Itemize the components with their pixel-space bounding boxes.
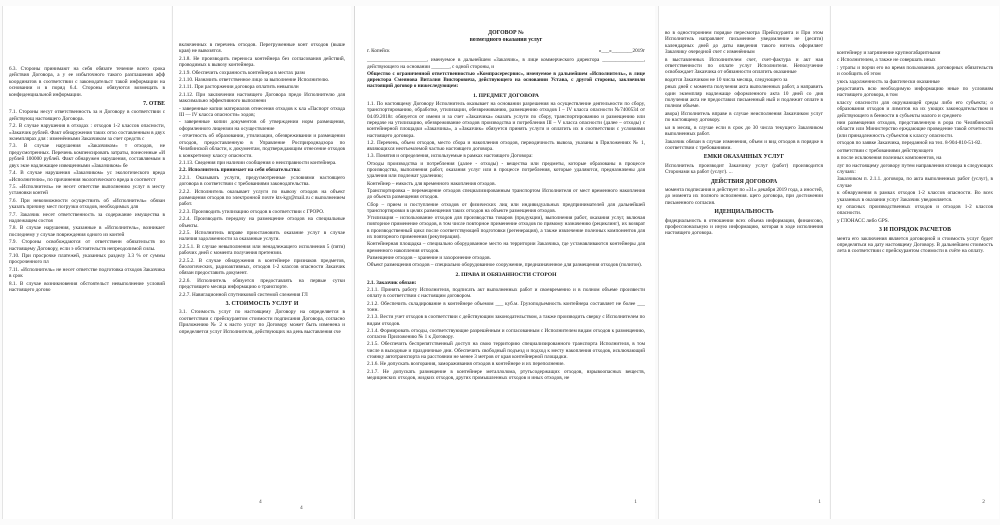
paragraph: фидециальность в отношении всех объема информации, финансово, профессиональную и иную информацию, которая в ходе исполнения настоящего договора. (665, 217, 823, 237)
paragraph: 2.1.7. Не допускать размещение в контейнере металлолома, ртутьсодержащих отходов, взрывоопасных веществ, медицинских отходов, жидких отходов, других промышленных отходов и иных отходов, не (367, 368, 645, 381)
paragraph: ьи в месяц, в случае если в срок до 30 числа текущего Заказчиком выполненных работ. (665, 124, 823, 138)
paragraph: Сбор – прием и поступление отходов от физических лиц или индивидуальных предпринимателей для дальнейшей транспортировки в целях размещения таких отходов на объекте размещения отходов. (367, 201, 645, 214)
paragraph: уюсь задолженность за фактически оказанные (837, 78, 940, 85)
paragraph: Утилизация – использование отходов для производства товаров (продукции), выполнения работ, оказания услуг, включая повторное применение отходов, в том числе повторное применение отходов по прямому назначению (рециклинг), их возврат в производственный цикл после соответствующей подготовки (регенерация), а также извлечение полезных компонентов для их повторного применения (рекуперация). (367, 215, 645, 241)
section-heading: 1. ПРЕДМЕТ ДОГОВОРА (473, 92, 539, 99)
section-heading: ДЕЙСТВИЯ ДОГОВОРА (710, 178, 778, 185)
paragraph: ку опасных производственных отходов и отходов 1-2 классов опасности. (837, 203, 993, 217)
paragraph: в выставленных Исполнителем счет, счет-фактура и акт ная ответственности по оплате услуг Исполнителя. Неполучение освобождает Заказчика от обязанности оплатить оказанные (665, 56, 823, 76)
paragraph: мента его заключения является договорной и стоимость услуг будет определяться на дату настоящему Договору. В дальнейшем стоимость лета в соответствии с прейскурантом стоимости в счёте на оплату. (837, 235, 993, 255)
paragraph: включенных в перечень отходов. Перегруженные конт отходов (выше края) не вывозятся. (179, 42, 345, 55)
paragraph: Заказчик обязан в случае изменения, объем и вид отходов в порядке в соответствии с требованиями. (665, 138, 823, 151)
paragraph: Заказчиком п. 2.1.1. договора, по акта выполненных работ (услуг), в случае (837, 176, 993, 189)
contract-page-center (354, 6, 655, 519)
paragraph: 2.1.9. Обеспечить сохранность контейнера в местах разм (179, 69, 305, 76)
paragraph: 7.11. «Исполнитель» не несет ответстве подготовка отходов Заказчика в срок (9, 266, 165, 280)
paragraph: редоставить всю необходимую информацию нные по условиям настоящего договора, в том (837, 86, 993, 99)
party-contractor: Общество с ограниченной ответственностью «Компрасересрвис», именуемое в дальнейшем «Исполнитель», в лице директора Смеянова Виталия Викторовича, действующего на основании Устава, с другой стороны, заключили настоящий договор о нижеследующем: (367, 70, 645, 90)
paragraph: Отходы производства и потребления (далее - отходы) - вещества или предметы, которые образованы в процессе производства, выполнения работ, оказания услуг или в процессе потребления, которые удаляются, предназначены для удаления или подлежат удалению; (367, 160, 645, 180)
paragraph: Контейнерная площадка – специально оборудованное место на территории Заказчика, где устанавливаются контейнеры для временного накопления отходов. (367, 241, 645, 254)
paragraph: 2.2.5. Исполнитель вправе приостановить оказание услуг в случае наличия задолженности за оказанные услуги. (179, 229, 345, 243)
paragraph: в после исключения полезных компонентов, на (837, 155, 942, 162)
paragraph: рных дней с момента получения акта выполненных работ, а направить один экземпляр надлежаще оформленного акта 10 дней со дня получения акта не предоставил письменный ный и подлежит оплате в полном объеме. (665, 84, 823, 110)
paragraph: Размещение отходов – хранение и захоронение отходов. (367, 254, 491, 261)
page-left-text (3, 6, 171, 293)
paragraph: 2.2.4. Производить передачу на размещение отходов на специальные объекты. (179, 216, 345, 229)
paragraph: 7.3. В случае нарушения «Заказчиком» т отходов, не предусмотренных. Перечень компенсировать затраты, понесенные «И рублей 100000 рублей. Факт обнаружен нарушения, составляемым в двух экзе надлежащее извещенными «Заказчиком» бе (9, 143, 165, 169)
paragraph: 7.6. При невозможности осуществить об «Исполнитель» обязан указать причину мест погрузки отходов, необходимых для (9, 197, 165, 211)
city-date-line (367, 48, 645, 54)
contract-page-right (658, 6, 829, 519)
paragraph: 2.1.6. Не допускать возгорания, замораживания отходов в контейнере и их переполнение. (367, 361, 565, 368)
paragraph: 2.2.6. Исполнитель обязуется предоставлять на первые сутки предстоящего месяца информацию о транспорте. (179, 277, 345, 291)
paragraph: 7.7. Заказчик несет ответственность за содержание имущества в надлежащем состоя (9, 211, 165, 224)
paragraph: 2.2.3. Производить утилизацию отходов в соответствии с ГРОРО. (179, 208, 325, 215)
paragraph: : утраты и порчи его во время пользования. договорных обязательств и сообщить об этом (837, 64, 993, 78)
paragraph: классу опасности для окружающей среды либо его субъекта; о образования отходов и лимитов на их ующих законодательством и действующего в бенности в субъекты малого и среднего (837, 99, 993, 119)
paragraph: авора) Исполнитель вправе в случае неисполнения Заказчиком услуг по настоящему договору. (665, 110, 823, 124)
paragraph: 2.2.7. Навигационной спутниковой системой слежения ГЛ (179, 291, 308, 298)
section-heading: 3 И ПОРЯДОК РАСЧЕТОВ (879, 227, 951, 234)
paragraph: 2.1.2. Обеспечить складирование в контейнере объемом ___ куб.м. Грузоподъемность контейнера составляет не более ___ тонн. (367, 300, 645, 313)
paragraph: луг по настоящему договору путем направления ктовора в следующих случаях: (837, 162, 993, 175)
page-number: 1 (818, 499, 821, 505)
paragraph: 2.1.8. Не производить переноса контейнера без согласования действий, проводимых к вывозу контейнера. (179, 55, 345, 69)
paragraph: 2.2.5.2. В случае обнаружения в контейнере признаков предметов, биологических, радиоактивных, отходов 1-2 классов опасности Заказчик обязан предоставить документ. (179, 257, 345, 277)
page-number: 4 (300, 505, 303, 511)
section-heading: ИДЕНЦИАЛЬНОСТЬ (714, 209, 774, 216)
paragraph: оответствии с требованиями действующего (837, 147, 934, 154)
paragraph: отходов по заявке Заказчика, переданной на тел. 8-904-810-51-82. (837, 140, 982, 147)
paragraph: к обнаружения в рамках отходов 1-2 классов опасности. Во всех указанных в оказании услуг Заказчик уведомляется. (837, 190, 993, 203)
page-number: 1 (634, 499, 637, 505)
party-customer: _______________________, именуемое в дальнейшем «Заказчик», в лице коммерческого директора ________________, действующего на основании _______, с одной стороны, и (367, 57, 645, 70)
page-mid-text (173, 6, 351, 335)
section-heading: 7. ОТВЕ (143, 101, 165, 108)
paragraph: 7.9. Стороны освобождаются от ответственн обязательств по настоящему Договору, если э обстоятельств непреодолимой силы. (9, 239, 165, 252)
paragraph: 7.4. В случае нарушения «Заказчиком» ус экологического вреда «Исполнителю», по причинения экологического вреда в соответст (9, 170, 165, 183)
paragraph: во в одностороннем порядке пересмотра Прейскуранта и При этом Исполнитель направляет письменное уведомление не (десяти) календарных дней до даты введения такого нитель оформляет Заказчику очередной счет с изменённым (665, 30, 823, 56)
paragraph: 1.2. Перечень, объем отходов, место сбора и накопления отходов, периодичность вывоза, указаны в Приложениях № 1, являющихся неотъемлемой частью настоящего договора. (367, 139, 645, 153)
paragraph: 7.10. При просрочке платежей, указанных разделу 3.3 % от суммы просроченного пл (9, 252, 165, 266)
paragraph: 3.1. Стоимость услуг по настоящему Договору на определяется в соответствии с прейскурантом стоимости подписания Договора, согласно Приложению № 2 к насто услуг по Договору может быть изменена и определяется услуг Исполнителя, действующих на день выставления сче (179, 309, 345, 335)
contract-date: «___»________2019г (598, 48, 645, 54)
paragraph: 2.2.1. Оказывать услуги, предусмотренные условиями настоящего договора в соответствии с требованиями законодательства. (179, 174, 345, 188)
city: г. Копейск (367, 48, 390, 54)
page-center-text (355, 6, 655, 381)
paragraph: 7.8. В случае нарушения, указанные в «Исполнитель», возникает последнему у случае повреждения одного из контей (9, 225, 165, 238)
paragraph: с Исполнителем, а также не совершать иных (837, 57, 936, 64)
contract-page-mid (172, 6, 351, 519)
paragraph: 7.1. Стороны несут ответственность за н Договору в соответствии с действующ настоящего Договора. (9, 109, 165, 122)
paragraph: 7.5. «Исполнитель» не несет ответстве выполнению услуг в месту установки контей (9, 183, 165, 197)
paragraph: нии размещения отходов, представленную в рора по Челябинской области или Министерство ерждающие проведение такой отчетности (или принадлежность субъектов к классу опасности. (837, 120, 993, 139)
paragraph: 1.1. По настоящему Договору Исполнитель оказывает на основании разрешения на осуществление деятельности по сбору, транспортированию, обработке, утилизации, обезвреживанию, размещению отходов I – IV класса опасности №7400534 от 04.09.2018г. обязуется от имени и за счет «Заказчика» оказать услуги по сбору, транспортированию и размещению или передаче на утилизацию, обезвреживание отходов производства и потребления III – V класса опасности (далее – отходы) с контейнерной площадки «Заказчика», а «Заказчик» обязуется принять услуги и оплатить их в соответствии с условиями настоящего договора. (367, 101, 645, 139)
contract-page-left (2, 6, 171, 519)
paragraph: 2.1.10. Назначить ответственное лицо за выполнение Исполнителю. (179, 77, 330, 84)
section-heading: ЕМКИ ОКАЗАННЫХ УСЛУГ (703, 154, 785, 161)
paragraph: Транспортировка – перемещение отходов специализированным транспортом Исполнителя от мест временного накопления до объекта размещения отходов. (367, 187, 645, 201)
paragraph: 2.2.2. Исполнитель оказывает услуги по вывозу отходов на объект размещения отходов по электронной почте kts-kgr@mail.ru с выполнением работ. (179, 188, 345, 208)
paragraph: 2.1. Заказчик обязан: (367, 279, 417, 286)
document-subtitle: возмездного оказания услуг (469, 37, 543, 43)
paragraph: Объект размещения отходов – специально оборудованное сооружение, предназначенное для размещения отходов (полигон). (367, 262, 643, 269)
contract-page-far-right (830, 6, 999, 519)
paragraph: 1.3. Понятия и определения, используемые в рамках настоящего Договора: (367, 153, 533, 160)
section-heading: 3. СТОИМОСТЬ УСЛУГ И (225, 301, 299, 308)
paragraph: 2.1.1. Принять работу Исполнителя, подписать акт выполненных работ и своевременно и в полном объеме произвести оплату в соответствии с настоящим договором. (367, 287, 645, 300)
page-number: 4 (259, 499, 262, 505)
paragraph: 2.1.11. При расторжении договора оплатить невыполн (179, 84, 299, 91)
paragraph: 2.1.5. Обеспечить беспрепятственный доступ на свою территорию специализированного транспорта Исполнителя, в том числе в выходные и праздничные дни. Обеспечить свободный подъезд и подход к месту накопления отходов, исключающий стоянку автотранспорта на расстоянии не менее 3 метров от края контейнерной площадки. (367, 341, 645, 361)
paragraph: 2.1.4. Формировать отходы, соответствующие разрешённым и согласованным с Исполнителем видам отходов к размещению, согласно Приложению № 1 к Договору. (367, 327, 645, 341)
page-number: 2 (982, 499, 985, 505)
page-far-right-text (831, 6, 999, 255)
paragraph: 2.2. Исполнитель принимает на себя обязательства: (179, 167, 301, 174)
paragraph: у ГЛОНАСС либо GPS. (837, 217, 889, 224)
paragraph: 8.1. В случае возникновения обстоятельст невыполнение условий настоящего догово (9, 280, 165, 293)
paragraph: Исполнитель производит Заказчику услуг (работ) производится Сторонами ка работ (услуг). ... (665, 162, 823, 176)
paragraph: водится Заказчиком не 10 числа месяца, следующего за (665, 76, 788, 83)
paragraph: 2.1.12. При заключении настоящего Договора предо Исполнителю для максимально эффективного выполнени (179, 91, 345, 105)
paragraph: 2.1.3. Вести учет отходов в соответствии с действующим законодательством, а также производить сверку с Исполнителем по видам отходов. (367, 314, 645, 327)
section-heading: 2. ПРАВА И ОБЯЗАННОСТИ СТОРОН (455, 271, 557, 278)
paragraph: Контейнер – емкость для временного накопления отходов. (367, 180, 496, 187)
document-title: ДОГОВОР № (488, 30, 524, 36)
paragraph: - заверенные копии документов об утверждении норм размещения, оформленного лицензии на осуществление (179, 119, 345, 132)
paragraph: - отчетность об образовании, утилизации, обезвреживании и размещении отходов, предоставленную в Управление Росприроднадзора по Челябинской области, к документам, подтверждающим отнесение отходов к конкретному классу опасности. (179, 133, 345, 159)
page-right-text (659, 6, 829, 237)
paragraph: момента подписания и действует по «31» декабря 2019 года, а иностей, до момента их полного исполнения. щего договора, при достижении письменного согласия. (665, 186, 823, 206)
paragraph: 2.2.5.1. В случае невыполнения или ненадлежащего исполнения 5 (пяти) рабочих дней с момента получения претензии. (179, 243, 345, 257)
paragraph: 6.3. Стороны принимают на себя обязате течение всего срока действия Договора, а у ее избыточного такого разглашения афф координатов в соответствии с законодательст такой информации на основании и в поряд 6.4. Стороны обязуются возмещать в конфиденциальной информации. (9, 66, 165, 98)
paragraph: 2.1.13. Сведения при наличии сообщения о неисправности контейнера. (179, 159, 337, 166)
paragraph: - заверенные копии материалов отнесения отходов к кла «Паспорт отхода III — IV класса опасности» ходов; (179, 105, 345, 119)
paragraph: 7.2. В случае нарушения в отходах : отходов 1-2 классов опасности, «Заказчик рублей. Факт обнаружения таких отхо составленным в двух экземплярах для : изменёнными Заказчиком за счет средств с (9, 123, 165, 143)
paragraph: контейнеру и загрязнение крупногабаритными (837, 50, 941, 56)
